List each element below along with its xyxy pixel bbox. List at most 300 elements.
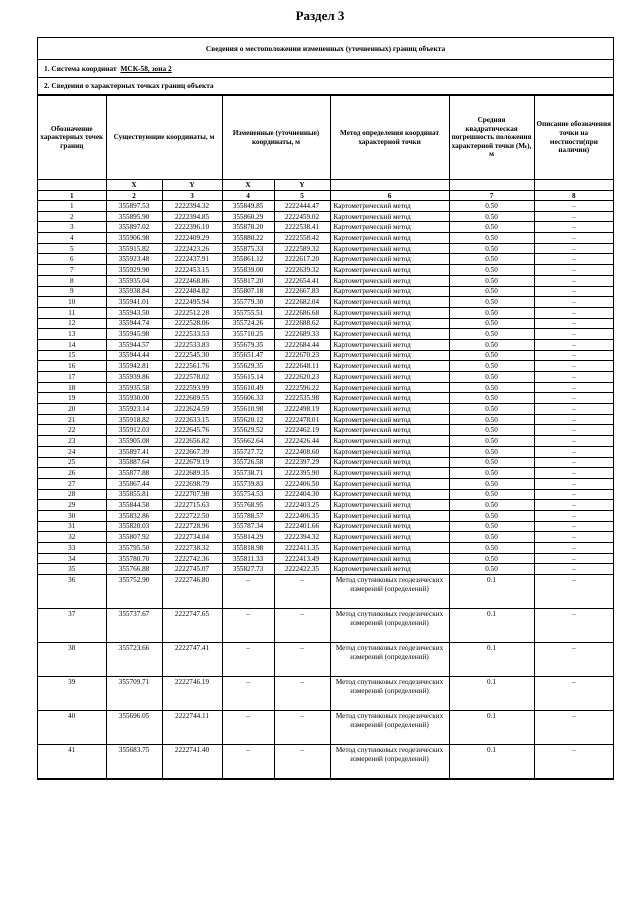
x-existing-cell: 355943.50 xyxy=(106,307,162,318)
point-number-cell: 32 xyxy=(38,532,106,543)
method-cell: Метод спутниковых геодезических измерений (определений) xyxy=(330,643,449,677)
description-cell: – xyxy=(534,543,613,554)
x-changed-cell: 355620.12 xyxy=(222,414,274,425)
x-changed-cell: – xyxy=(222,745,274,779)
y-existing-cell: 2222679.19 xyxy=(162,457,222,468)
point-number-cell: 3 xyxy=(38,222,106,233)
y-existing-cell: 2222512.28 xyxy=(162,307,222,318)
x-existing-cell: 355696.05 xyxy=(106,711,162,745)
x-changed-cell: 355606.33 xyxy=(222,393,274,404)
table-row xyxy=(38,478,613,489)
y-existing-cell: 2222698.79 xyxy=(162,478,222,489)
description-cell: – xyxy=(534,275,613,286)
x-changed-cell: 355710.25 xyxy=(222,329,274,340)
y-existing-cell: 2222707.98 xyxy=(162,489,222,500)
table-row xyxy=(38,564,613,575)
description-cell: – xyxy=(534,254,613,265)
table-row xyxy=(38,543,613,554)
description-cell: – xyxy=(534,575,613,609)
x-changed-cell: 355787.34 xyxy=(222,521,274,532)
point-number-cell: 31 xyxy=(38,521,106,532)
y-changed-cell: – xyxy=(274,609,330,643)
method-cell: Картометрический метод xyxy=(330,553,449,564)
description-cell: – xyxy=(534,609,613,643)
method-cell: Картометрический метод xyxy=(330,201,449,212)
error-cell: 0.50 xyxy=(449,564,534,575)
y-existing-cell: 2222734.04 xyxy=(162,532,222,543)
method-cell: Картометрический метод xyxy=(330,318,449,329)
method-cell: Картометрический метод xyxy=(330,436,449,447)
x-changed-cell: 355880.22 xyxy=(222,233,274,244)
x-changed-cell: 355726.58 xyxy=(222,457,274,468)
table-row xyxy=(38,745,613,779)
point-number-cell: 39 xyxy=(38,677,106,711)
y-existing-cell: 2222645.76 xyxy=(162,425,222,436)
coordinate-system-label: 1. Система координат xyxy=(44,64,117,73)
col-x-existing: X xyxy=(106,180,162,191)
x-existing-cell: 355766.88 xyxy=(106,564,162,575)
y-existing-cell: 2222738.32 xyxy=(162,543,222,554)
x-changed-cell: 355818.98 xyxy=(222,543,274,554)
y-changed-cell: 2222596.22 xyxy=(274,382,330,393)
x-changed-cell: 355739.83 xyxy=(222,478,274,489)
method-cell: Картометрический метод xyxy=(330,339,449,350)
description-cell: – xyxy=(534,329,613,340)
y-existing-cell: 2222423.26 xyxy=(162,243,222,254)
y-existing-cell: 2222728.96 xyxy=(162,521,222,532)
y-changed-cell: 2222426.44 xyxy=(274,436,330,447)
description-cell: – xyxy=(534,233,613,244)
table-row xyxy=(38,489,613,500)
y-changed-cell: 2222558.42 xyxy=(274,233,330,244)
description-cell: – xyxy=(534,446,613,457)
table-row xyxy=(38,275,613,286)
y-changed-cell: – xyxy=(274,711,330,745)
method-cell: Картометрический метод xyxy=(330,254,449,265)
error-cell: 0.50 xyxy=(449,436,534,447)
y-changed-cell: 2222478.01 xyxy=(274,414,330,425)
x-changed-cell: 355629.35 xyxy=(222,361,274,372)
table-row xyxy=(38,468,613,479)
x-existing-cell: 355918.82 xyxy=(106,414,162,425)
table-row xyxy=(38,510,613,521)
error-cell: 0.50 xyxy=(449,446,534,457)
y-changed-cell: 2222459.02 xyxy=(274,211,330,222)
method-cell: Картометрический метод xyxy=(330,372,449,383)
description-cell: – xyxy=(534,286,613,297)
error-cell: 0.50 xyxy=(449,265,534,276)
table-row xyxy=(38,361,613,372)
x-existing-cell: 355832.86 xyxy=(106,510,162,521)
error-cell: 0.50 xyxy=(449,414,534,425)
x-existing-cell: 355938.84 xyxy=(106,286,162,297)
y-changed-cell: 2222535.98 xyxy=(274,393,330,404)
table-row xyxy=(38,609,613,643)
y-changed-cell: 2222498.19 xyxy=(274,404,330,415)
description-cell: – xyxy=(534,404,613,415)
col-method: Метод определения координат характерной точки xyxy=(330,96,449,180)
y-changed-cell: 2222394.32 xyxy=(274,532,330,543)
y-existing-cell: 2222394.85 xyxy=(162,211,222,222)
x-changed-cell: 355849.85 xyxy=(222,201,274,212)
x-changed-cell: 355878.20 xyxy=(222,222,274,233)
error-cell: 0.50 xyxy=(449,425,534,436)
y-existing-cell: 2222409.29 xyxy=(162,233,222,244)
point-number-cell: 8 xyxy=(38,275,106,286)
x-changed-cell: 355839.00 xyxy=(222,265,274,276)
y-changed-cell: 2222462.19 xyxy=(274,425,330,436)
table-row xyxy=(38,425,613,436)
description-cell: – xyxy=(534,532,613,543)
description-cell: – xyxy=(534,553,613,564)
points-section-title: 2. Сведения о характерных точках границ объекта xyxy=(38,78,613,95)
y-changed-cell: 2222617.20 xyxy=(274,254,330,265)
point-number-cell: 17 xyxy=(38,372,106,383)
table-row xyxy=(38,233,613,244)
method-cell: Метод спутниковых геодезических измерений (определений) xyxy=(330,745,449,779)
point-number-cell: 37 xyxy=(38,609,106,643)
error-cell: 0.50 xyxy=(449,489,534,500)
method-cell: Картометрический метод xyxy=(330,564,449,575)
method-cell: Картометрический метод xyxy=(330,382,449,393)
table-row xyxy=(38,677,613,711)
x-existing-cell: 355867.44 xyxy=(106,478,162,489)
description-cell: – xyxy=(534,510,613,521)
method-cell: Картометрический метод xyxy=(330,286,449,297)
y-changed-cell: 2222688.62 xyxy=(274,318,330,329)
error-cell: 0.50 xyxy=(449,201,534,212)
method-cell: Картометрический метод xyxy=(330,275,449,286)
x-existing-cell: 355737.67 xyxy=(106,609,162,643)
coordinate-system-value: МСК-58, зона 2 xyxy=(120,64,172,73)
col-x-changed: X xyxy=(222,180,274,191)
point-number-cell: 19 xyxy=(38,393,106,404)
error-cell: 0.50 xyxy=(449,478,534,489)
point-number-cell: 18 xyxy=(38,382,106,393)
point-number-cell: 22 xyxy=(38,425,106,436)
y-changed-cell: 2222689.33 xyxy=(274,329,330,340)
point-number-cell: 6 xyxy=(38,254,106,265)
y-changed-cell: 2222589.32 xyxy=(274,243,330,254)
description-cell: – xyxy=(534,500,613,511)
y-existing-cell: 2222609.55 xyxy=(162,393,222,404)
error-cell: 0.1 xyxy=(449,609,534,643)
method-cell: Картометрический метод xyxy=(330,425,449,436)
col-index: 2 xyxy=(106,191,162,201)
point-number-cell: 10 xyxy=(38,297,106,308)
point-number-cell: 29 xyxy=(38,500,106,511)
error-cell: 0.50 xyxy=(449,318,534,329)
x-existing-cell: 355945.98 xyxy=(106,329,162,340)
method-cell: Метод спутниковых геодезических измерений (определений) xyxy=(330,711,449,745)
table-row xyxy=(38,254,613,265)
description-cell: – xyxy=(534,745,613,779)
point-number-cell: 16 xyxy=(38,361,106,372)
section-title: Раздел 3 xyxy=(295,8,345,23)
error-cell: 0.50 xyxy=(449,510,534,521)
error-cell: 0.1 xyxy=(449,677,534,711)
method-cell: Картометрический метод xyxy=(330,393,449,404)
y-changed-cell: 2222684.44 xyxy=(274,339,330,350)
method-cell: Картометрический метод xyxy=(330,478,449,489)
error-cell: 0.50 xyxy=(449,468,534,479)
description-cell: – xyxy=(534,425,613,436)
description-cell: – xyxy=(534,478,613,489)
col-index: 5 xyxy=(274,191,330,201)
table-row xyxy=(38,286,613,297)
x-existing-cell: 355895.90 xyxy=(106,211,162,222)
table-row xyxy=(38,372,613,383)
point-number-cell: 23 xyxy=(38,436,106,447)
error-cell: 0.50 xyxy=(449,404,534,415)
y-existing-cell: 2222394.32 xyxy=(162,201,222,212)
error-cell: 0.50 xyxy=(449,521,534,532)
table-row xyxy=(38,521,613,532)
x-changed-cell: 355615.14 xyxy=(222,372,274,383)
description-cell: – xyxy=(534,222,613,233)
x-changed-cell: 355811.33 xyxy=(222,553,274,564)
x-changed-cell: 355738.71 xyxy=(222,468,274,479)
point-number-cell: 27 xyxy=(38,478,106,489)
description-cell: – xyxy=(534,521,613,532)
table-row xyxy=(38,211,613,222)
y-changed-cell: – xyxy=(274,643,330,677)
error-cell: 0.50 xyxy=(449,553,534,564)
x-changed-cell: 355827.73 xyxy=(222,564,274,575)
y-existing-cell: 2222722.50 xyxy=(162,510,222,521)
error-cell: 0.50 xyxy=(449,361,534,372)
x-changed-cell: 355788.57 xyxy=(222,510,274,521)
error-cell: 0.50 xyxy=(449,543,534,554)
x-existing-cell: 355723.66 xyxy=(106,643,162,677)
point-number-cell: 30 xyxy=(38,510,106,521)
y-changed-cell: 2222686.68 xyxy=(274,307,330,318)
col-index: 1 xyxy=(38,191,106,201)
error-cell: 0.50 xyxy=(449,372,534,383)
y-existing-cell: 2222484.82 xyxy=(162,286,222,297)
error-cell: 0.50 xyxy=(449,500,534,511)
point-number-cell: 1 xyxy=(38,201,106,212)
y-changed-cell: 2222408.60 xyxy=(274,446,330,457)
method-cell: Картометрический метод xyxy=(330,307,449,318)
method-cell: Метод спутниковых геодезических измерений (определений) xyxy=(330,609,449,643)
error-cell: 0.1 xyxy=(449,745,534,779)
error-cell: 0.50 xyxy=(449,297,534,308)
y-changed-cell: 2222397.29 xyxy=(274,457,330,468)
table-row xyxy=(38,457,613,468)
y-changed-cell: 2222411.35 xyxy=(274,543,330,554)
coordinate-system-row xyxy=(38,60,613,78)
x-existing-cell: 355935.58 xyxy=(106,382,162,393)
point-number-cell: 5 xyxy=(38,243,106,254)
method-cell: Метод спутниковых геодезических измерений (определений) xyxy=(330,575,449,609)
point-number-cell: 38 xyxy=(38,643,106,677)
table-row xyxy=(38,350,613,361)
point-number-cell: 21 xyxy=(38,414,106,425)
x-existing-cell: 355923.48 xyxy=(106,254,162,265)
x-existing-cell: 355923.14 xyxy=(106,404,162,415)
error-cell: 0.50 xyxy=(449,222,534,233)
x-changed-cell: 355754.53 xyxy=(222,489,274,500)
x-changed-cell: 355755.51 xyxy=(222,307,274,318)
error-cell: 0.50 xyxy=(449,457,534,468)
x-changed-cell: 355610.98 xyxy=(222,404,274,415)
x-existing-cell: 355906.98 xyxy=(106,233,162,244)
y-existing-cell: 2222742.36 xyxy=(162,553,222,564)
description-cell: – xyxy=(534,457,613,468)
x-changed-cell: 355814.29 xyxy=(222,532,274,543)
description-cell: – xyxy=(534,297,613,308)
y-changed-cell: 2222620.23 xyxy=(274,372,330,383)
description-cell: – xyxy=(534,564,613,575)
description-cell: – xyxy=(534,372,613,383)
col-blank xyxy=(534,180,613,191)
col-y-existing: Y xyxy=(162,180,222,191)
point-number-cell: 24 xyxy=(38,446,106,457)
x-changed-cell: 355779.30 xyxy=(222,297,274,308)
description-cell: – xyxy=(534,468,613,479)
col-blank xyxy=(38,180,106,191)
description-cell: – xyxy=(534,436,613,447)
y-existing-cell: 2222667.39 xyxy=(162,446,222,457)
table-row xyxy=(38,382,613,393)
x-existing-cell: 355897.41 xyxy=(106,446,162,457)
x-existing-cell: 355807.92 xyxy=(106,532,162,543)
method-cell: Картометрический метод xyxy=(330,211,449,222)
x-changed-cell: – xyxy=(222,575,274,609)
point-number-cell: 35 xyxy=(38,564,106,575)
col-changed-coords: Измененные (уточненные) координаты, м xyxy=(222,96,330,180)
error-cell: 0.50 xyxy=(449,307,534,318)
method-cell: Картометрический метод xyxy=(330,510,449,521)
y-existing-cell: 2222396.10 xyxy=(162,222,222,233)
y-changed-cell: 2222444.47 xyxy=(274,201,330,212)
error-cell: 0.50 xyxy=(449,382,534,393)
x-changed-cell: 355651.47 xyxy=(222,350,274,361)
y-existing-cell: 2222561.76 xyxy=(162,361,222,372)
point-number-cell: 11 xyxy=(38,307,106,318)
point-number-cell: 7 xyxy=(38,265,106,276)
y-changed-cell: 2222403.25 xyxy=(274,500,330,511)
col-existing-coords: Существующие координаты, м xyxy=(106,96,222,180)
table-row xyxy=(38,500,613,511)
error-cell: 0.50 xyxy=(449,339,534,350)
method-cell: Картометрический метод xyxy=(330,222,449,233)
table-row xyxy=(38,532,613,543)
y-existing-cell: 2222744.11 xyxy=(162,711,222,745)
description-cell: – xyxy=(534,382,613,393)
x-changed-cell: 355875.33 xyxy=(222,243,274,254)
col-blank xyxy=(449,180,534,191)
method-cell: Картометрический метод xyxy=(330,297,449,308)
method-cell: Картометрический метод xyxy=(330,233,449,244)
x-changed-cell: – xyxy=(222,711,274,745)
y-existing-cell: 2222453.15 xyxy=(162,265,222,276)
x-changed-cell: 355860.29 xyxy=(222,211,274,222)
description-cell: – xyxy=(534,361,613,372)
description-cell: – xyxy=(534,350,613,361)
y-existing-cell: 2222437.91 xyxy=(162,254,222,265)
table-row xyxy=(38,446,613,457)
error-cell: 0.50 xyxy=(449,329,534,340)
x-changed-cell: 355662.64 xyxy=(222,436,274,447)
description-cell: – xyxy=(534,339,613,350)
x-existing-cell: 355942.81 xyxy=(106,361,162,372)
x-changed-cell: 355679.35 xyxy=(222,339,274,350)
point-number-cell: 36 xyxy=(38,575,106,609)
method-cell: Картометрический метод xyxy=(330,521,449,532)
description-cell: – xyxy=(534,643,613,677)
description-cell: – xyxy=(534,307,613,318)
point-number-cell: 12 xyxy=(38,318,106,329)
error-cell: 0.50 xyxy=(449,211,534,222)
y-existing-cell: 2222746.19 xyxy=(162,677,222,711)
y-changed-cell: 2222422.35 xyxy=(274,564,330,575)
x-changed-cell: 355610.49 xyxy=(222,382,274,393)
x-existing-cell: 355820.03 xyxy=(106,521,162,532)
y-changed-cell: – xyxy=(274,575,330,609)
description-cell: – xyxy=(534,489,613,500)
y-existing-cell: 2222747.41 xyxy=(162,643,222,677)
x-changed-cell: – xyxy=(222,677,274,711)
method-cell: Картометрический метод xyxy=(330,543,449,554)
y-changed-cell: 2222404.30 xyxy=(274,489,330,500)
x-existing-cell: 355887.64 xyxy=(106,457,162,468)
error-cell: 0.50 xyxy=(449,275,534,286)
method-cell: Картометрический метод xyxy=(330,265,449,276)
error-cell: 0.50 xyxy=(449,350,534,361)
error-cell: 0.1 xyxy=(449,711,534,745)
method-cell: Картометрический метод xyxy=(330,500,449,511)
x-existing-cell: 355941.01 xyxy=(106,297,162,308)
point-number-cell: 28 xyxy=(38,489,106,500)
method-cell: Картометрический метод xyxy=(330,457,449,468)
method-cell: Картометрический метод xyxy=(330,361,449,372)
x-changed-cell: 355727.72 xyxy=(222,446,274,457)
description-cell: – xyxy=(534,265,613,276)
y-existing-cell: 2222741.40 xyxy=(162,745,222,779)
x-existing-cell: 355780.70 xyxy=(106,553,162,564)
x-existing-cell: 355935.04 xyxy=(106,275,162,286)
point-number-cell: 13 xyxy=(38,329,106,340)
x-existing-cell: 355709.71 xyxy=(106,677,162,711)
method-cell: Картометрический метод xyxy=(330,468,449,479)
method-cell: Картометрический метод xyxy=(330,489,449,500)
y-changed-cell: – xyxy=(274,745,330,779)
y-existing-cell: 2222495.94 xyxy=(162,297,222,308)
x-existing-cell: 355897.02 xyxy=(106,222,162,233)
x-existing-cell: 355795.50 xyxy=(106,543,162,554)
y-changed-cell: 2222406.50 xyxy=(274,478,330,489)
description-cell: – xyxy=(534,318,613,329)
description-cell: – xyxy=(534,414,613,425)
form-header: Сведения о местоположении измененных (уточненных) границ объекта xyxy=(38,38,613,60)
col-point-label: Обозначение характерных точек границ xyxy=(38,96,106,180)
x-existing-cell: 355897.53 xyxy=(106,201,162,212)
table-row xyxy=(38,243,613,254)
point-number-cell: 15 xyxy=(38,350,106,361)
x-existing-cell: 355683.75 xyxy=(106,745,162,779)
y-changed-cell: 2222401.66 xyxy=(274,521,330,532)
table-row xyxy=(38,553,613,564)
points-table xyxy=(38,95,613,779)
point-number-cell: 20 xyxy=(38,404,106,415)
error-cell: 0.1 xyxy=(449,643,534,677)
y-changed-cell: 2222667.83 xyxy=(274,286,330,297)
x-existing-cell: 355930.00 xyxy=(106,393,162,404)
col-index: 4 xyxy=(222,191,274,201)
point-number-cell: 33 xyxy=(38,543,106,554)
